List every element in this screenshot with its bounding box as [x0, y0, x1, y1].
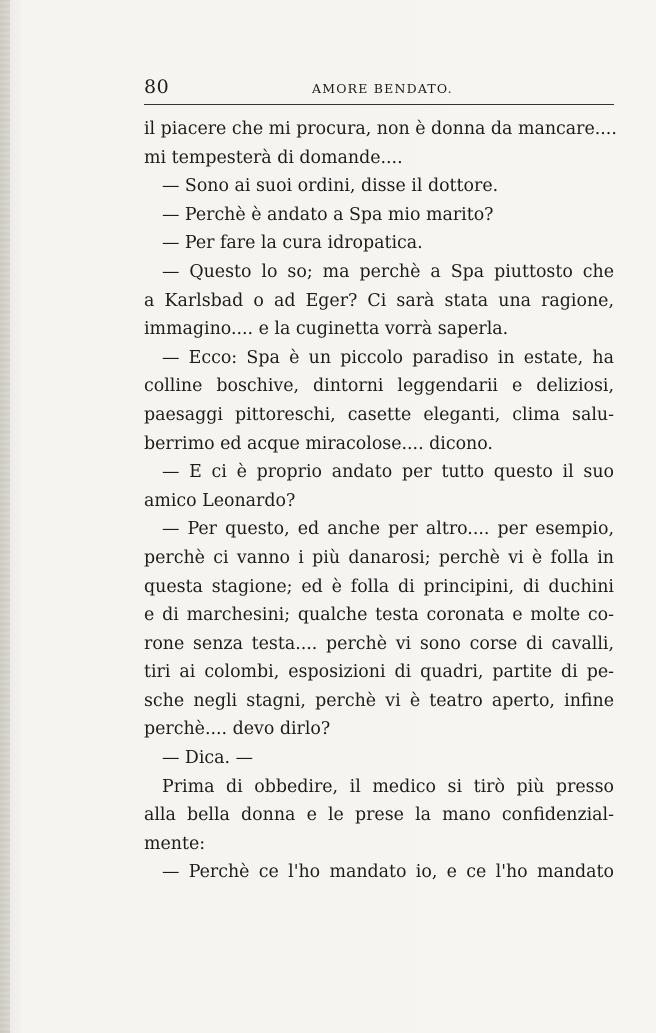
text-line: — Per fare la cura idropatica. [162, 233, 423, 254]
text-line: — Sono ai suoi ordini, disse il dottore. [162, 176, 499, 197]
text-line: sche negli stagni, perchè vi è teatro aperto, infine [144, 690, 614, 711]
header-rule [144, 104, 614, 105]
text-line: — Per questo, ed anche per altro.... per esempio, [162, 519, 614, 540]
text-line: alla bella donna e le prese la mano confidenzial- [144, 805, 614, 826]
text-line: a Karlsbad o ad Eger? Ci sarà stata una ragione, [144, 290, 614, 311]
text-line: — E ci è proprio andato per tutto questo il suo [162, 462, 614, 483]
text-line: amico Leonardo? [144, 490, 296, 511]
body-text [144, 115, 617, 887]
page-spine-shadow [0, 0, 10, 1033]
text-line: Prima di obbedire, il medico si tirò più presso [162, 776, 614, 797]
running-title: AMORE BENDATO. [312, 81, 453, 96]
text-line: perchè ci vanno i più danarosi; perchè vi è folla in [144, 547, 614, 568]
text-line: immagino.... e la cuginetta vorrà saperla. [144, 319, 509, 340]
text-line: paesaggi pittoreschi, casette eleganti, clima salu- [144, 404, 614, 425]
text-line: — Ecco: Spa è un piccolo paradiso in estate, ha [162, 347, 614, 368]
text-line: — Perchè è andato a Spa mio marito? [162, 204, 494, 225]
page-header [144, 76, 614, 100]
text-line: — Perchè ce l'ho mandato io, e ce l'ho mandato [162, 862, 614, 883]
text-line: — Questo lo so; ma perchè a Spa piuttosto che [162, 261, 614, 282]
text-line: berrimo ed acque miracolose.... dicono. [144, 433, 493, 454]
page-number: 80 [144, 76, 170, 98]
text-line: colline boschive, dintorni leggendarii e deliziosi, [144, 376, 614, 397]
text-line: e di marchesini; qualche testa coronata e molte co- [144, 605, 614, 626]
text-line: mi tempesterà di domande.... [144, 147, 403, 168]
text-line: perchè.... devo dirlo? [144, 719, 331, 740]
text-line: rone senza testa.... perchè vi sono corse di cavalli, [144, 633, 614, 654]
text-line: il piacere che mi procura, non è donna da mancare.... [144, 119, 617, 139]
text-line: — Dica. — [162, 748, 253, 769]
text-line: tiri ai colombi, esposizioni di quadri, partite di pe- [144, 662, 614, 683]
text-line: mente: [144, 833, 206, 854]
text-line: questa stagione; ed è folla di principini, di duchini [144, 576, 614, 597]
